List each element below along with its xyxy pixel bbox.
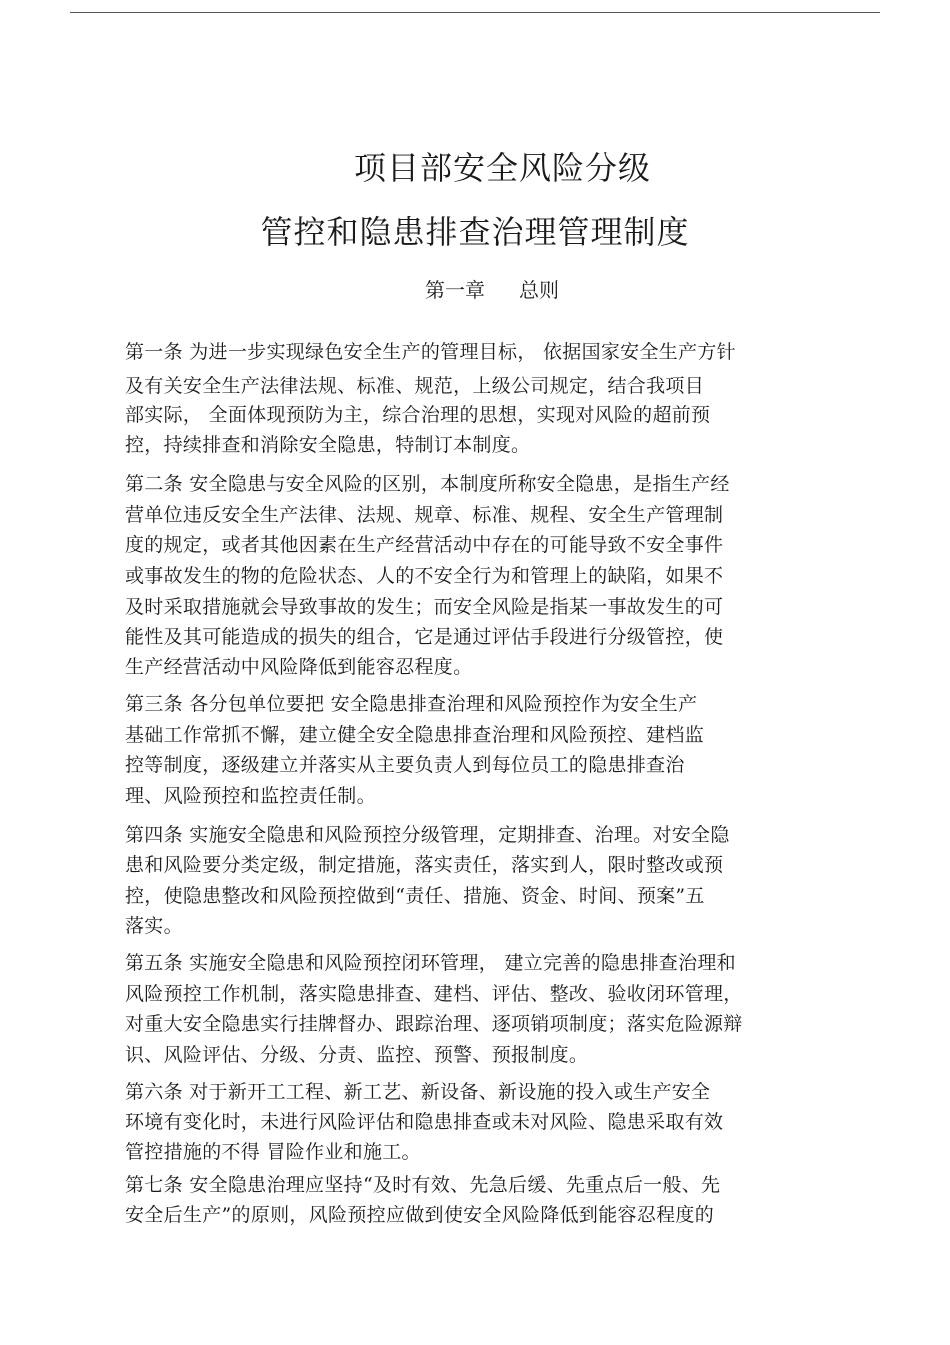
body-text-line: 第一条 为进一步实现绿色安全生产的管理目标， 依据国家安全生产方针 (125, 341, 736, 363)
body-text-line: 控等制度，逐级建立并落实从主要负责人到每位员工的隐患排查治 (125, 754, 685, 776)
document-title-line-2: 管控和隐患排查治理管理制度 (260, 213, 690, 251)
body-text-line: 落实。 (125, 915, 183, 937)
body-text-line: 控，持续排查和消除安全隐患，特制订本制度。 (125, 434, 531, 456)
body-text-line: 能性及其可能造成的损失的组合，它是通过评估手段进行分级管控，使 (125, 626, 724, 648)
body-text-line: 基础工作常抓不懈，建立健全安全隐患排查治理和风险预控、建档监 (125, 724, 705, 746)
body-text-line: 生产经营活动中风险降低到能容忍程度。 (125, 656, 473, 678)
body-text-line: 及时采取措施就会导致事故的发生；而安全风险是指某一事故发生的可 (125, 596, 724, 618)
document-title-line-1: 项目部安全风险分级 (353, 149, 651, 187)
body-text-line: 控，使隐患整改和风险预控做到“责任、措施、资金、时间、预案”五 (125, 885, 705, 907)
top-rule (70, 12, 880, 13)
body-text-line: 第五条 实施安全隐患和风险预控闭环管理， 建立完善的隐患排查治理和 (125, 952, 736, 974)
body-text-line: 管控措施的不得 冒险作业和施工。 (125, 1141, 421, 1163)
body-text-line: 部实际， 全面体现预防为主，综合治理的思想，实现对风险的超前预 (125, 404, 711, 426)
body-text-line: 患和风险要分类定级，制定措施，落实责任，落实到人，限时整改或预 (125, 854, 724, 876)
body-text-line: 风险预控工作机制，落实隐患排查、建档、评估、整改、验收闭环管理， (125, 983, 743, 1005)
body-text-line: 识、风险评估、分级、分责、监控、预警、预报制度。 (125, 1044, 589, 1066)
body-text-line: 第六条 对于新开工工程、新工艺、新设备、新设施的投入或生产安全 (125, 1081, 711, 1103)
body-text-line: 度的规定，或者其他因素在生产经营活动中存在的可能导致不安全事件 (125, 534, 724, 556)
body-text-line: 第七条 安全隐患治理应坚持“及时有效、先急后缓、先重点后一般、先 (125, 1174, 721, 1196)
body-text-line: 或事故发生的物的危险状态、人的不安全行为和管理上的缺陷，如果不 (125, 565, 724, 587)
body-text-line: 环境有变化时，未进行风险评估和隐患排查或未对风险、隐患采取有效 (125, 1111, 724, 1133)
chapter-name: 总则 (519, 278, 559, 302)
body-text-line: 安全后生产”的原则，风险预控应做到使安全风险降低到能容忍程度的 (125, 1204, 715, 1226)
chapter-number: 第一章 (425, 278, 485, 302)
body-text-line: 第四条 实施安全隐患和风险预控分级管理，定期排查、治理。对安全隐 (125, 824, 730, 846)
body-text-line: 对重大安全隐患实行挂牌督办、跟踪治理、逐项销项制度；落实危险源辩 (125, 1013, 743, 1035)
body-text-line: 理、风险预控和监控责任制。 (125, 785, 376, 807)
body-text-line: 及有关安全生产法律法规、标准、规范，上级公司规定，结合我项目 (125, 375, 705, 397)
body-text-line: 第二条 安全隐患与安全风险的区别，本制度所称安全隐患，是指生产经 (125, 473, 730, 495)
body-text-line: 营单位违反安全生产法律、法规、规章、标准、规程、安全生产管理制 (125, 504, 724, 526)
chapter-heading (425, 274, 559, 303)
body-text-line: 第三条 各分包单位要把 安全隐患排查治理和风险预控作为安全生产 (125, 693, 698, 715)
